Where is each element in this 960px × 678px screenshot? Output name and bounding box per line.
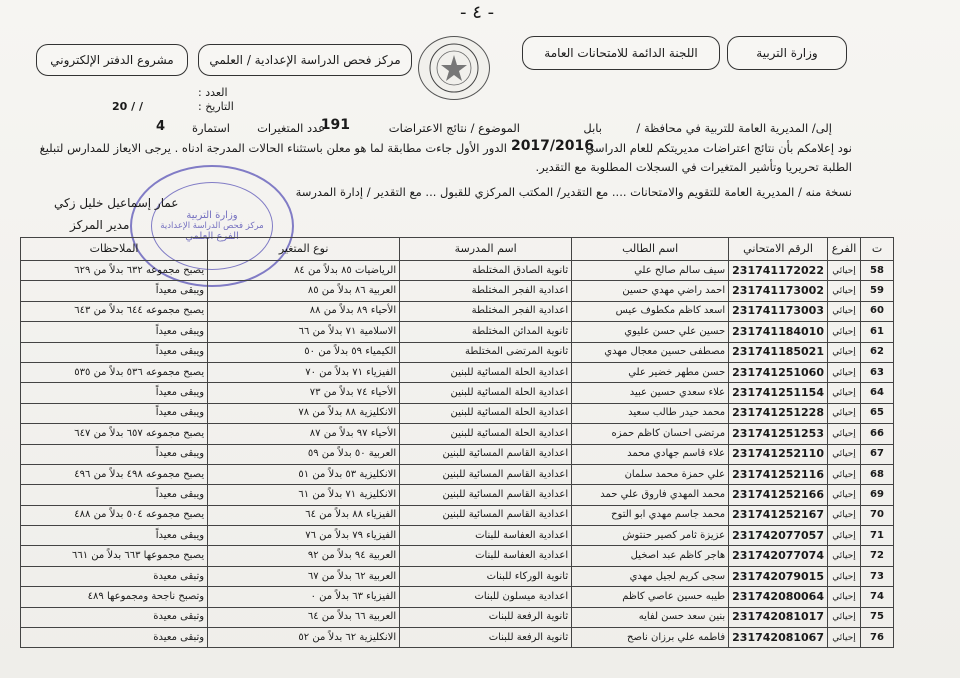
cell-school: ثانوية الرفعة للبنات bbox=[400, 628, 572, 648]
province: بابل bbox=[583, 121, 602, 135]
cell-idx: 63 bbox=[861, 362, 894, 382]
cell-note: يصبح مجموعه ٥٣٦ بدلاً من ٥٣٥ bbox=[21, 362, 208, 382]
cell-school: اعدادية الحلة المسائية للبنين bbox=[400, 383, 572, 403]
cell-student-name: طيبه حسين عاصي كاظم bbox=[572, 587, 729, 607]
cell-exam-no: 231741251228 bbox=[729, 403, 828, 423]
cell-note: يصبح مجموعه ٤٩٨ بدلاً من ٤٩٦ bbox=[21, 464, 208, 484]
table-row bbox=[21, 261, 894, 281]
cell-school: اعدادية الفجر المختلطة bbox=[400, 281, 572, 301]
emblem-logo bbox=[418, 36, 490, 100]
cell-change: الأحياء ٧٤ بدلاً من ٧٣ bbox=[208, 383, 400, 403]
cell-exam-no: 231741252167 bbox=[729, 505, 828, 525]
date-label: التاريخ : bbox=[198, 100, 234, 113]
form-count: 4 bbox=[155, 119, 165, 134]
cell-note: يصبح مجموعه ٥٠٤ بدلاً من ٤٨٨ bbox=[21, 505, 208, 525]
cell-exam-no: 231742081017 bbox=[729, 607, 828, 627]
cell-idx: 64 bbox=[861, 383, 894, 403]
cell-note: وتبقى معيدة bbox=[21, 628, 208, 648]
cell-exam-no: 231741185021 bbox=[729, 342, 828, 362]
cell-exam-no: 231741251154 bbox=[729, 383, 828, 403]
table-row bbox=[21, 301, 894, 321]
cell-branch: إحيائي bbox=[828, 403, 861, 423]
cell-idx: 71 bbox=[861, 526, 894, 546]
cell-change: الأحياء ٩٧ بدلاً من ٨٧ bbox=[208, 424, 400, 444]
number-label: العدد : bbox=[198, 86, 228, 99]
cell-change: الانكليزية ٧١ بدلاً من ٦١ bbox=[208, 485, 400, 505]
cell-change: الفيزياء ٧١ بدلاً من ٧٠ bbox=[208, 362, 400, 382]
cell-branch: إحيائي bbox=[828, 505, 861, 525]
center-box bbox=[198, 44, 412, 76]
cell-student-name: حسن مطهر خضير علي bbox=[572, 362, 729, 382]
cell-change: الانكليزية ٦٢ بدلاً من ٥٢ bbox=[208, 628, 400, 648]
cell-student-name: سيف سالم صالح علي bbox=[572, 261, 729, 281]
cell-change: الفيزياء ٧٩ بدلاً من ٧٦ bbox=[208, 526, 400, 546]
cell-school: اعدادية القاسم المسائية للبنين bbox=[400, 485, 572, 505]
project-box bbox=[36, 44, 188, 76]
cell-change: العربية ٦٢ بدلاً من ٦٧ bbox=[208, 566, 400, 586]
cell-school: اعدادية القاسم المسائية للبنين bbox=[400, 464, 572, 484]
cell-school: ثانوية الصادق المختلطة bbox=[400, 261, 572, 281]
cell-branch: إحيائي bbox=[828, 383, 861, 403]
cell-change: الكيمياء ٥٩ بدلاً من ٥٠ bbox=[208, 342, 400, 362]
cell-idx: 61 bbox=[861, 322, 894, 342]
stamp-line3: الفرع العلمي bbox=[185, 231, 239, 242]
cell-branch: إحيائي bbox=[828, 322, 861, 342]
cell-change: العربية ٩٤ بدلاً من ٩٢ bbox=[208, 546, 400, 566]
cell-idx: 60 bbox=[861, 301, 894, 321]
cell-branch: إحيائي bbox=[828, 526, 861, 546]
cell-school: اعدادية الفجر المختلطة bbox=[400, 301, 572, 321]
cell-student-name: عزيزة ثامر كصير حنتوش bbox=[572, 526, 729, 546]
cell-branch: إحيائي bbox=[828, 546, 861, 566]
cell-idx: 66 bbox=[861, 424, 894, 444]
cell-idx: 73 bbox=[861, 566, 894, 586]
cell-exam-no: 231742077057 bbox=[729, 526, 828, 546]
cell-branch: إحيائي bbox=[828, 342, 861, 362]
header-school: اسم المدرسة bbox=[400, 238, 572, 261]
cell-change: الفيزياء ٨٨ بدلاً من ٦٤ bbox=[208, 505, 400, 525]
cell-change: الرياضيات ٨٥ بدلاً من ٨٤ bbox=[208, 261, 400, 281]
cell-student-name: بنين سعد حسن لفايه bbox=[572, 607, 729, 627]
table-row bbox=[21, 566, 894, 586]
letter-line1b: الدور الأول جاءت مطابقة لما هو معلن باستثناء الحالات المدرجة ادناه . يرجى الايعاز للمدارس لتبليغ bbox=[39, 141, 507, 155]
cell-school: اعدادية العفاسة للبنات bbox=[400, 526, 572, 546]
cell-change: الانكليزية ٨٨ بدلاً من ٧٨ bbox=[208, 403, 400, 423]
cell-idx: 58 bbox=[861, 261, 894, 281]
cell-note: ويبقى معيداً bbox=[21, 403, 208, 423]
table-row bbox=[21, 403, 894, 423]
cell-note: وتبقى معيدة bbox=[21, 607, 208, 627]
table-row bbox=[21, 485, 894, 505]
cell-change: الأحياء ٨٩ بدلاً من ٨٨ bbox=[208, 301, 400, 321]
cell-branch: إحيائي bbox=[828, 362, 861, 382]
cell-school: ثانوية المدائن المختلطة bbox=[400, 322, 572, 342]
table-row bbox=[21, 526, 894, 546]
form-label: استمارة bbox=[191, 121, 230, 135]
table-header-row bbox=[21, 238, 894, 261]
cell-school: ثانوية الرفعة للبنات bbox=[400, 607, 572, 627]
cell-note: وتبقى معيدة bbox=[21, 566, 208, 586]
academic-year: 2017/2016 bbox=[510, 138, 594, 154]
cell-branch: إحيائي bbox=[828, 261, 861, 281]
table-row bbox=[21, 424, 894, 444]
cell-note: ويبقى معيداً bbox=[21, 281, 208, 301]
signature-name: عمار إسماعيل خليل زكي bbox=[54, 196, 179, 210]
cell-note: ويبقى معيداً bbox=[21, 342, 208, 362]
cell-note: يصبح مجموعه ٦٤٤ بدلاً من ٦٤٣ bbox=[21, 301, 208, 321]
cell-student-name: مصطفى حسين معجال مهدي bbox=[572, 342, 729, 362]
table-row bbox=[21, 322, 894, 342]
cell-exam-no: 231741173002 bbox=[729, 281, 828, 301]
cell-exam-no: 231741184010 bbox=[729, 322, 828, 342]
cell-change: الفيزياء ٦٣ بدلاً من ٠ bbox=[208, 587, 400, 607]
cell-exam-no: 231741173003 bbox=[729, 301, 828, 321]
cell-exam-no: 231741251253 bbox=[729, 424, 828, 444]
cell-idx: 69 bbox=[861, 485, 894, 505]
cell-exam-no: 231741172022 bbox=[729, 261, 828, 281]
letter-line1: نود إعلامكم بأن نتائج اعتراضات مديريتكم للعام الدراسي bbox=[585, 141, 852, 155]
cell-idx: 76 bbox=[861, 628, 894, 648]
cell-school: اعدادية الحلة المسائية للبنين bbox=[400, 424, 572, 444]
header-exam-no: الرقم الامتحاني bbox=[729, 238, 828, 261]
cell-branch: إحيائي bbox=[828, 424, 861, 444]
table-row bbox=[21, 607, 894, 627]
cell-exam-no: 231742080064 bbox=[729, 587, 828, 607]
cell-school: اعدادية القاسم المسائية للبنين bbox=[400, 444, 572, 464]
cell-student-name: مرتضى احسان كاظم حمزه bbox=[572, 424, 729, 444]
cell-change: العربية ٥٠ بدلاً من ٥٩ bbox=[208, 444, 400, 464]
cell-exam-no: 231741252116 bbox=[729, 464, 828, 484]
cell-school: اعدادية الحلة المسائية للبنين bbox=[400, 362, 572, 382]
table-row bbox=[21, 444, 894, 464]
table-row bbox=[21, 587, 894, 607]
header-change: نوع المتغير bbox=[208, 238, 400, 261]
date-value: / / 20 bbox=[112, 100, 144, 113]
committee-box bbox=[522, 36, 720, 70]
cell-branch: إحيائي bbox=[828, 628, 861, 648]
cell-idx: 74 bbox=[861, 587, 894, 607]
cell-exam-no: 231742081067 bbox=[729, 628, 828, 648]
cell-note: ويبقى معيداً bbox=[21, 485, 208, 505]
cell-student-name: علاء سعدي حسين عبيد bbox=[572, 383, 729, 403]
cell-branch: إحيائي bbox=[828, 587, 861, 607]
cell-school: ثانوية المرتضى المختلطة bbox=[400, 342, 572, 362]
cell-student-name: محمد جاسم مهدي ابو التوح bbox=[572, 505, 729, 525]
subject: الموضوع / نتائج الاعتراضات bbox=[388, 121, 520, 135]
cell-note: ويبقى معيداً bbox=[21, 322, 208, 342]
cell-student-name: محمد المهدي فاروق علي حمد bbox=[572, 485, 729, 505]
emblem-icon bbox=[424, 41, 484, 95]
cell-student-name: احمد راضي مهدي حسين bbox=[572, 281, 729, 301]
cell-school: اعدادية ميسلون للبنات bbox=[400, 587, 572, 607]
cell-idx: 72 bbox=[861, 546, 894, 566]
cell-exam-no: 231742077074 bbox=[729, 546, 828, 566]
ministry-label: وزارة التربية bbox=[756, 46, 818, 60]
addressee: إلى/ المديرية العامة للتربية في محافظة / bbox=[636, 121, 832, 135]
table-row bbox=[21, 628, 894, 648]
cell-idx: 75 bbox=[861, 607, 894, 627]
cell-change: العربية ٦٦ بدلاً من ٦٤ bbox=[208, 607, 400, 627]
cell-note: ويبقى معيداً bbox=[21, 444, 208, 464]
cell-note: ويبقى معيداً bbox=[21, 383, 208, 403]
cell-note: يصبح مجموعه ٦٥٧ بدلاً من ٦٤٧ bbox=[21, 424, 208, 444]
cell-student-name: هاجر كاظم عبد اصخيل bbox=[572, 546, 729, 566]
table-row bbox=[21, 383, 894, 403]
cell-change: العربية ٨٦ بدلاً من ٨٥ bbox=[208, 281, 400, 301]
signature-title: مدير المركز bbox=[70, 218, 130, 232]
table-row bbox=[21, 342, 894, 362]
cell-idx: 68 bbox=[861, 464, 894, 484]
cell-note: وتصبح ناجحة ومجموعها ٤٨٩ bbox=[21, 587, 208, 607]
letter-line2: الطلبة تحريريا وتأشير المتغيرات في السجلات المطلوبة مع التقدير. bbox=[535, 160, 852, 174]
cell-branch: إحيائي bbox=[828, 444, 861, 464]
cell-idx: 59 bbox=[861, 281, 894, 301]
cell-school: اعدادية العفاسة للبنات bbox=[400, 546, 572, 566]
cell-exam-no: 231742079015 bbox=[729, 566, 828, 586]
cell-exam-no: 231741252110 bbox=[729, 444, 828, 464]
committee-label: اللجنة الدائمة للامتحانات العامة bbox=[544, 46, 698, 60]
cell-idx: 62 bbox=[861, 342, 894, 362]
changes-count: 191 bbox=[320, 117, 350, 133]
cell-change: الاسلامية ٧١ بدلاً من ٦٦ bbox=[208, 322, 400, 342]
header-name: اسم الطالب bbox=[572, 238, 729, 261]
cell-branch: إحيائي bbox=[828, 485, 861, 505]
cell-change: الانكليزية ٥٣ بدلاً من ٥١ bbox=[208, 464, 400, 484]
cell-note: ويبقى معيداً bbox=[21, 526, 208, 546]
cell-exam-no: 231741251060 bbox=[729, 362, 828, 382]
cell-branch: إحيائي bbox=[828, 566, 861, 586]
cell-branch: إحيائي bbox=[828, 464, 861, 484]
cell-idx: 70 bbox=[861, 505, 894, 525]
cell-school: ثانوية الوركاء للبنات bbox=[400, 566, 572, 586]
stamp-line1: وزارة التربية bbox=[186, 210, 238, 221]
cell-student-name: علي حمزة محمد سلمان bbox=[572, 464, 729, 484]
table-row bbox=[21, 362, 894, 382]
cell-student-name: سجى كريم لجيل مهدي bbox=[572, 566, 729, 586]
cell-school: اعدادية الحلة المسائية للبنين bbox=[400, 403, 572, 423]
table-row bbox=[21, 505, 894, 525]
table-row bbox=[21, 546, 894, 566]
page-number: - ٤ - bbox=[460, 2, 495, 23]
ministry-box bbox=[727, 36, 847, 70]
center-label: مركز فحص الدراسة الإعدادية / العلمي bbox=[209, 53, 401, 67]
cell-idx: 67 bbox=[861, 444, 894, 464]
cell-school: اعدادية القاسم المسائية للبنين bbox=[400, 505, 572, 525]
header-branch: الفرع bbox=[828, 238, 861, 261]
cell-branch: إحيائي bbox=[828, 281, 861, 301]
cell-student-name: علاء قاسم جهادي محمد bbox=[572, 444, 729, 464]
table-row bbox=[21, 281, 894, 301]
header-notes: الملاحظات bbox=[21, 238, 208, 261]
cell-branch: إحيائي bbox=[828, 607, 861, 627]
project-label: مشروع الدفتر الإلكتروني bbox=[50, 53, 174, 67]
cell-exam-no: 231741252166 bbox=[729, 485, 828, 505]
cell-student-name: اسعد كاظم مكطوف عيس bbox=[572, 301, 729, 321]
cell-note: يصبح مجموعه ٦٣٢ بدلاً من ٦٢٩ bbox=[21, 261, 208, 281]
letter-line3: نسخة منه / المديرية العامة للتقويم والامتحانات .... مع التقدير/ المكتب المركزي للقبول ... مع التقدير / إدارة المدرسة bbox=[295, 185, 852, 199]
changes-count-label: عدد المتغيرات bbox=[257, 121, 325, 135]
results-table bbox=[20, 237, 894, 648]
cell-student-name: فاطمه علي برزان ناصح bbox=[572, 628, 729, 648]
cell-idx: 65 bbox=[861, 403, 894, 423]
cell-branch: إحيائي bbox=[828, 301, 861, 321]
cell-student-name: حسين علي حسن عليوي bbox=[572, 322, 729, 342]
stamp-line2: مركز فحص الدراسة الإعدادية bbox=[160, 221, 264, 231]
cell-note: يصبح مجموعها ٦٦٣ بدلاً من ٦٦١ bbox=[21, 546, 208, 566]
header-idx: ت bbox=[861, 238, 894, 261]
cell-student-name: محمد حيدر طالب سعيد bbox=[572, 403, 729, 423]
table-row bbox=[21, 464, 894, 484]
